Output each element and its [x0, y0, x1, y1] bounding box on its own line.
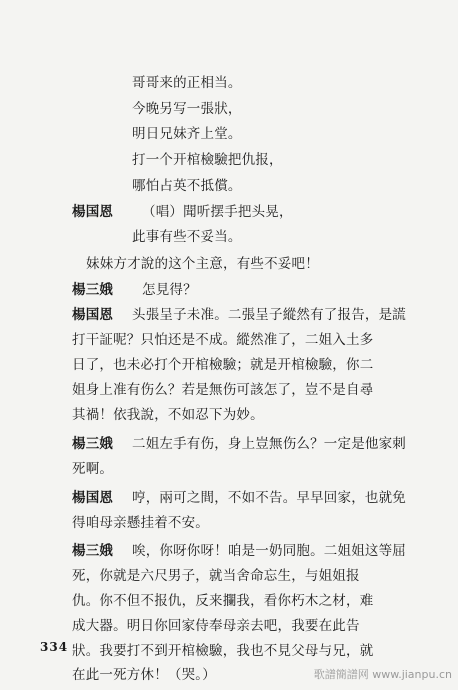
speaker-name: 楊国恩 [72, 204, 114, 220]
page-number: 334 [40, 640, 69, 654]
verse-line: 今晚另写一張狀， [132, 101, 242, 117]
dialogue-line: 狀。我要打不到开棺檢驗，我也不見父母与兄，就 [72, 643, 374, 659]
speaker-name: 楊三娥 [72, 543, 114, 559]
verse-line: 打一个开棺檢驗把仇报， [132, 152, 283, 168]
dialogue-line: 在此一死方休！（哭。） [72, 667, 216, 683]
speaker-name: 楊三娥 [72, 436, 114, 452]
dialogue-line: 其禍！依我說，不如忍下为妙。 [72, 407, 264, 423]
verse-line: 明日兄妹齐上堂。 [132, 126, 242, 142]
site-watermark: 歌譜簡譜网 www.jianpu.cn [313, 668, 452, 681]
dialogue-line: 得咱母亲懸挂着不安。 [72, 515, 209, 531]
dialogue-line: 怎見得？ [142, 282, 197, 298]
dialogue-line: 二姐左手有伤，身上豈無伤么？一定是他家刺 [132, 436, 406, 452]
dialogue-line: 哼，兩可之間，不如不告。早早回家，也就免 [132, 490, 406, 506]
verse-line: 哥哥来的正相当。 [132, 75, 242, 91]
verse-line: 此事有些不妥当。 [132, 229, 242, 245]
dialogue-line: 妹妹方才說的这个主意，有些不妥吧！ [86, 256, 319, 272]
verse-line: （唱）聞听摆手把头晃， [142, 204, 293, 220]
verse-line: 哪怕占英不抵償。 [132, 178, 242, 194]
dialogue-line: 唉，你呀你呀！咱是一奶同胞。二姐姐这等屈 [132, 543, 406, 559]
dialogue-line: 成大器。明日你回家侍奉母亲去吧，我要在此告 [72, 618, 360, 634]
speaker-name: 楊国恩 [72, 490, 114, 506]
dialogue-line: 姐身上准有伤么？若是無伤可該怎了，豈不是自尋 [72, 382, 374, 398]
speaker-name: 楊国恩 [72, 307, 114, 323]
dialogue-line: 仇。你不但不报仇，反来攔我，看你朽木之材，难 [72, 593, 374, 609]
dialogue-line: 死啊。 [72, 461, 114, 477]
dialogue-line: 打干証呢？只怕还是不成。縱然准了，二姐入土多 [72, 332, 374, 348]
dialogue-line: 头張呈子未准。二張呈子縱然有了报告，是謊 [132, 307, 406, 323]
dialogue-line: 死，你就是六尺男子，就当舍命忘生，与姐姐报 [72, 568, 360, 584]
dialogue-line: 日了，也未必打个开棺檢驗；就是开棺檢驗，你二 [72, 357, 374, 373]
speaker-name: 楊三娥 [72, 282, 114, 298]
